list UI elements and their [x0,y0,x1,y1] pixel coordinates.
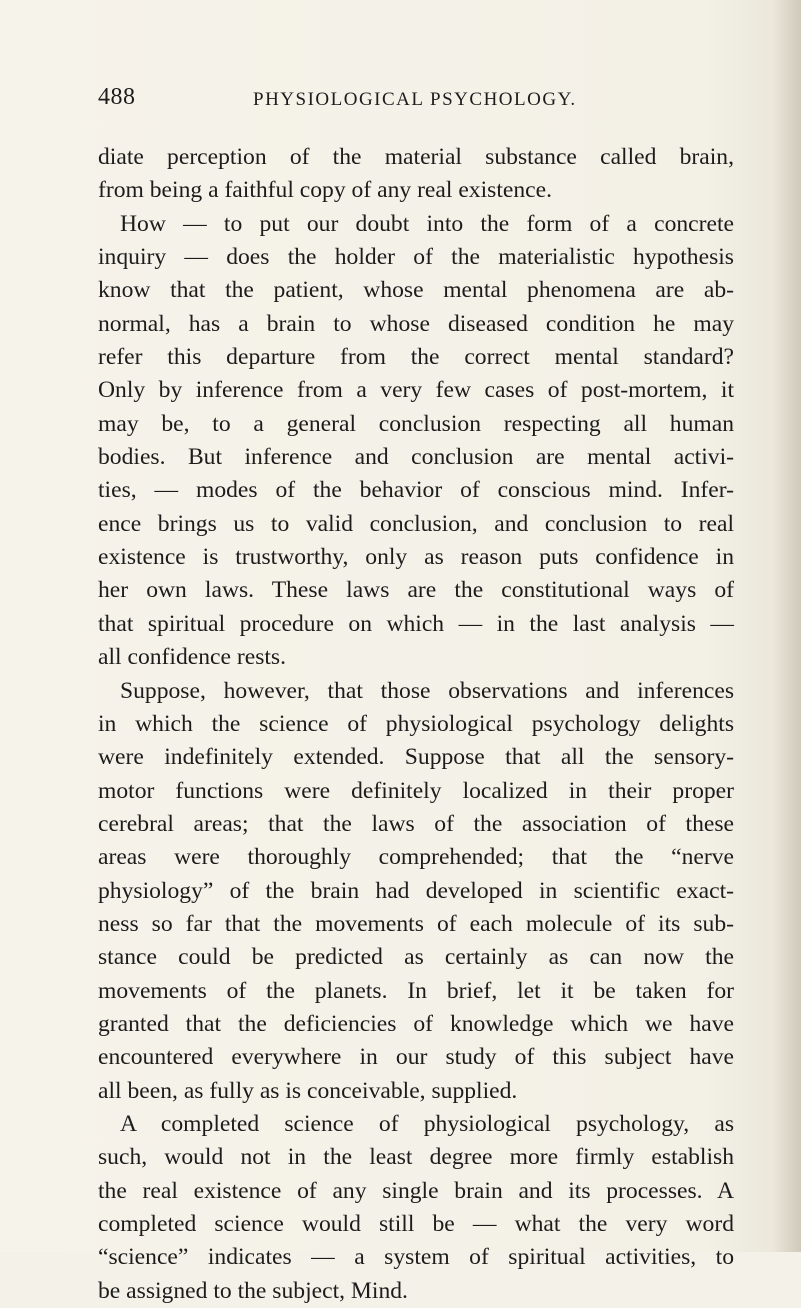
text-line: may be, to a general conclusion respecting all human [98,410,734,437]
text-line: “science” indicates — a system of spiritual activities, to [98,1244,734,1271]
text-line: motor functions were definitely localized in their proper [98,777,734,804]
running-head: PHYSIOLOGICAL PSYCHOLOGY. [253,89,577,110]
text-line: cerebral areas; that the laws of the association of these [98,810,734,837]
text-line: were indefinitely extended. Suppose that all the sensory- [98,744,734,771]
text-line: refer this departure from the correct mental standard? [98,344,734,371]
text-line: completed science would still be — what the very word [98,1211,734,1237]
text-line: ness so far that the movements of each molecule of its sub- [98,910,734,937]
text-line: her own laws. These laws are the constitutional ways of [98,577,734,604]
text-line: in which the science of physiological psychology delights [98,710,734,737]
text-line: diate perception of the material substance called brain, [98,144,734,170]
text-line: physiology” of the brain had developed in scientific exact- [98,877,734,904]
page-edge-shadow [773,0,801,1252]
body-text [98,141,734,1308]
text-line: stance could be predicted as certainly as can now the [98,944,734,971]
paragraph-start-line: Suppose, however, that those observations and inferences [120,677,734,704]
text-line: Only by inference from a very few cases of post-mortem, it [98,377,734,404]
text-line: areas were thoroughly comprehended; that the “nerve [98,844,734,871]
text-line: inquiry — does the holder of the materialistic hypothesis [98,244,734,271]
text-line: normal, has a brain to whose diseased condition he may [98,310,734,337]
page-header [98,84,738,124]
text-line: encountered everywhere in our study of this subject have [98,1044,734,1071]
text-line: granted that the deficiencies of knowledge which we have [98,1010,734,1037]
text-line: know that the patient, whose mental phenomena are ab- [98,277,734,304]
text-line: be assigned to the subject, Mind. [98,1277,408,1304]
text-line: movements of the planets. In brief, let it be taken for [98,977,734,1004]
text-line: that spiritual procedure on which — in the last analysis — [98,610,734,637]
paragraph-start-line: A completed science of physiological psychology, as [120,1110,734,1137]
page-number: 488 [98,84,136,110]
text-line: all confidence rests. [98,644,287,671]
text-line: ties, — modes of the behavior of conscious mind. Infer- [98,477,734,504]
paragraph-start-line: How — to put our doubt into the form of a concrete [120,210,734,237]
text-line: bodies. But inference and conclusion are mental activi- [98,444,734,471]
text-line: all been, as fully as is conceivable, supplied. [98,1077,518,1104]
text-line: the real existence of any single brain and its processes. A [98,1177,734,1204]
text-line: from being a faithful copy of any real existence. [98,177,552,204]
text-line: ence brings us to valid conclusion, and conclusion to real [98,510,734,537]
text-line: existence is trustworthy, only as reason puts confidence in [98,544,734,571]
text-line: such, would not in the least degree more firmly establish [98,1144,734,1171]
